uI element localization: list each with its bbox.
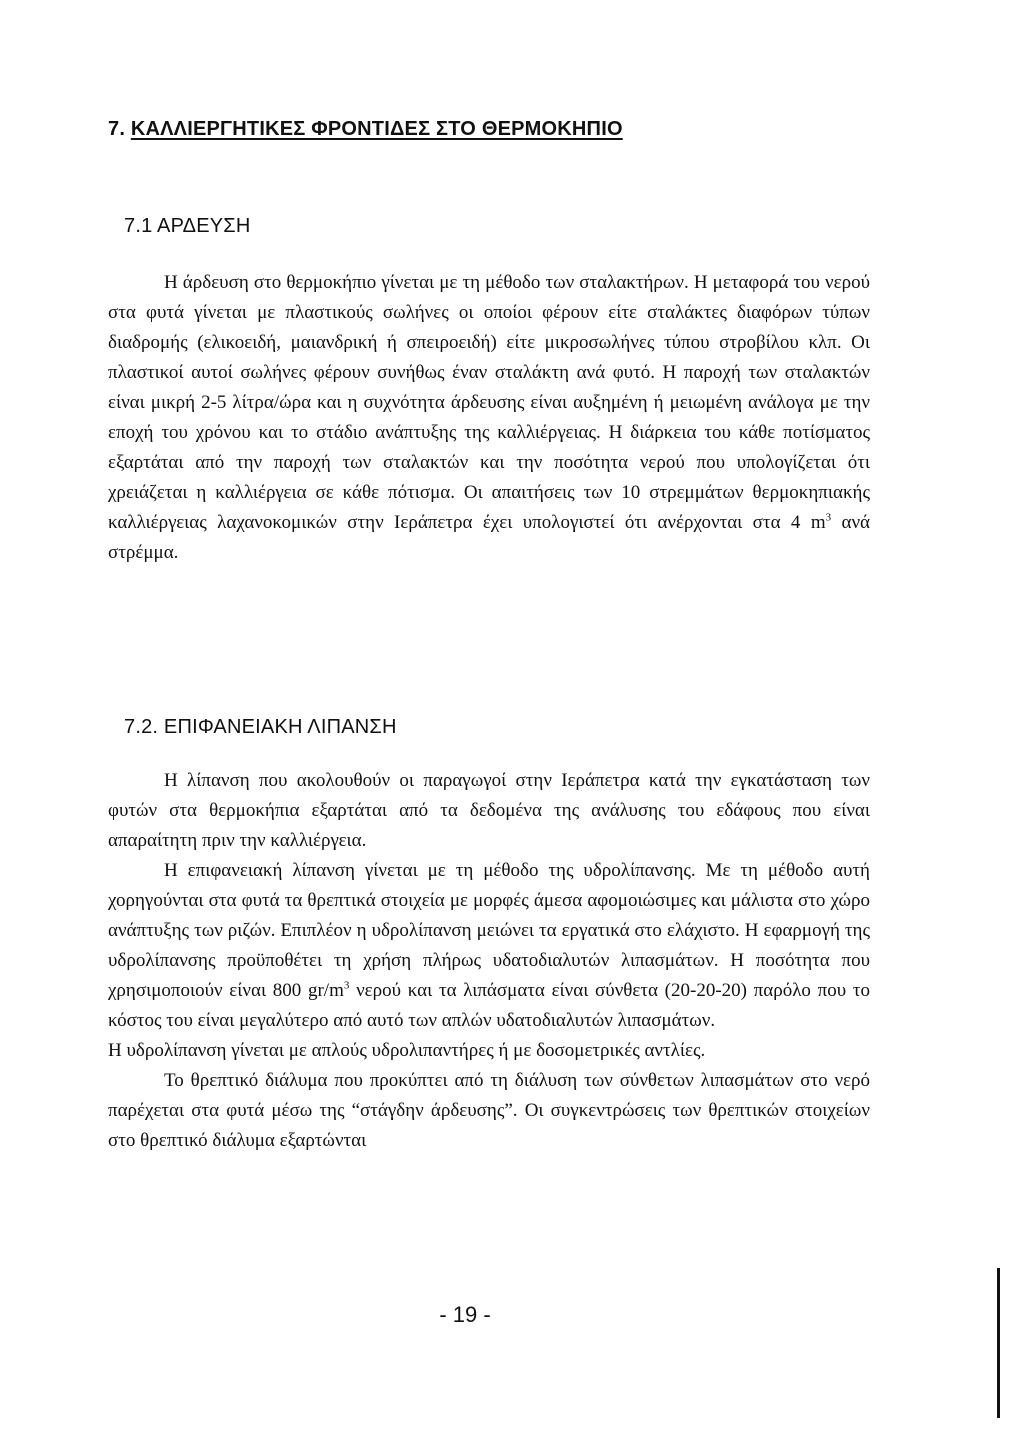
scan-edge-line <box>997 1268 1000 1418</box>
paragraph: Το θρεπτικό διάλυμα που προκύπτει από τη διάλυση των σύνθετων λιπασμάτων στο νερό παρέχεται στα φυτά μέσω της “στάγδην άρδευσης”. Οι συγκεντρώσεις των θρεπτικών στοιχείων στο θρεπτικό διάλυμα εξαρτώνται <box>108 1070 870 1151</box>
paragraph <box>108 268 870 568</box>
paragraph <box>108 856 870 1036</box>
section-body-irrigation <box>108 268 870 568</box>
paragraph-text: ανά στρέμμα. <box>108 512 871 563</box>
paragraph: Η υδρολίπανση γίνεται με απλούς υδρολιπαντήρες ή με δοσομετρικές αντλίες. <box>108 1040 706 1061</box>
paragraph: Η λίπανση που ακολουθούν οι παραγωγοί στην Ιεράπετρα κατά την εγκατάσταση των φυτών στα θερμοκήπια εξαρτάται από τα δεδομένα της ανάλυσης του εδάφους που είναι απαραίτητη πριν την καλλιέργεια. <box>108 770 870 851</box>
section-title-fertilization: 7.2. ΕΠΙΦΑΝΕΙΑΚΗ ΛΙΠΑΝΣΗ <box>124 716 397 738</box>
chapter-title: ΚΑΛΛΙΕΡΓΗΤΙΚΕΣ ΦΡΟΝΤΙΔΕΣ ΣΤΟ ΘΕΡΜΟΚΗΠΙΟ <box>130 118 623 140</box>
chapter-heading <box>108 118 623 141</box>
superscript: 3 <box>825 511 832 524</box>
chapter-number: 7. <box>108 118 126 140</box>
superscript: 3 <box>343 979 350 992</box>
page-number: - 19 - <box>439 1302 491 1327</box>
paragraph-text: νερού και τα λιπάσματα είναι σύνθετα (20-20-20) παρόλο που το κόστος του είναι μεγαλύτερο από αυτό των απλών υδατοδιαλυτών λιπασμάτων. <box>108 980 870 1031</box>
section-title-irrigation: 7.1 ΑΡΔΕΥΣΗ <box>124 215 251 237</box>
section-body-fertilization <box>108 766 870 1156</box>
paragraph-text: Η επιφανειακή λίπανση γίνεται με τη μέθοδο της υδρολίπανσης. Με τη μέθοδο αυτή χορηγούνται στα φυτά τα θρεπτικά στοιχεία με μορφές άμεσα αφομοιώσιμες και μάλιστα στο χώρο ανάπτυξης των ριζών. Επιπλέον η υδρολίπανση μειώνει τα εργατικά στο ελάχιστο. Η εφαρμογή της υδρολίπανσης προϋποθέτει τη χρήση πλήρως υδατοδιαλυτών λιπασμάτων. Η ποσότητα που χρησιμοποιούν είναι 800 gr/m <box>108 860 870 1001</box>
paragraph-text: Η άρδευση στο θερμοκήπιο γίνεται με τη μέθοδο των σταλακτήρων. Η μεταφορά του νερού στα φυτά γίνεται με πλαστικούς σωλήνες οι οποίοι φέρουν είτε σταλάκτες διαφόρων τύπων διαδρομής (ελικοειδή, μαιανδρική ή σπειροειδή) είτε μικροσωλήνες τύπου στροβίλου κλπ. Οι πλαστικοί αυτοί σωλήνες φέρουν συνήθως έναν σταλάκτη ανά φυτό. Η παροχή των σταλακτών είναι μικρή 2-5 λίτρα/ώρα και η συχνότητα άρδευσης είναι αυξημένη ή μειωμένη ανάλογα με την εποχή του χρόνου και το στάδιο ανάπτυξης της καλλιέργειας. Η διάρκεια του κάθε ποτίσματος εξαρτάται από την παροχή των σταλακτών και την ποσότητα νερού που υπολογίζεται ότι χρειάζεται η καλλιέργεια σε κάθε πότισμα. Οι απαιτήσεις των 10 στρεμμάτων θερμοκηπιακής καλλιέργειας λαχανοκομικών στην Ιεράπετρα έχει υπολογιστεί ότι ανέρχονται στα 4 m <box>108 272 870 533</box>
